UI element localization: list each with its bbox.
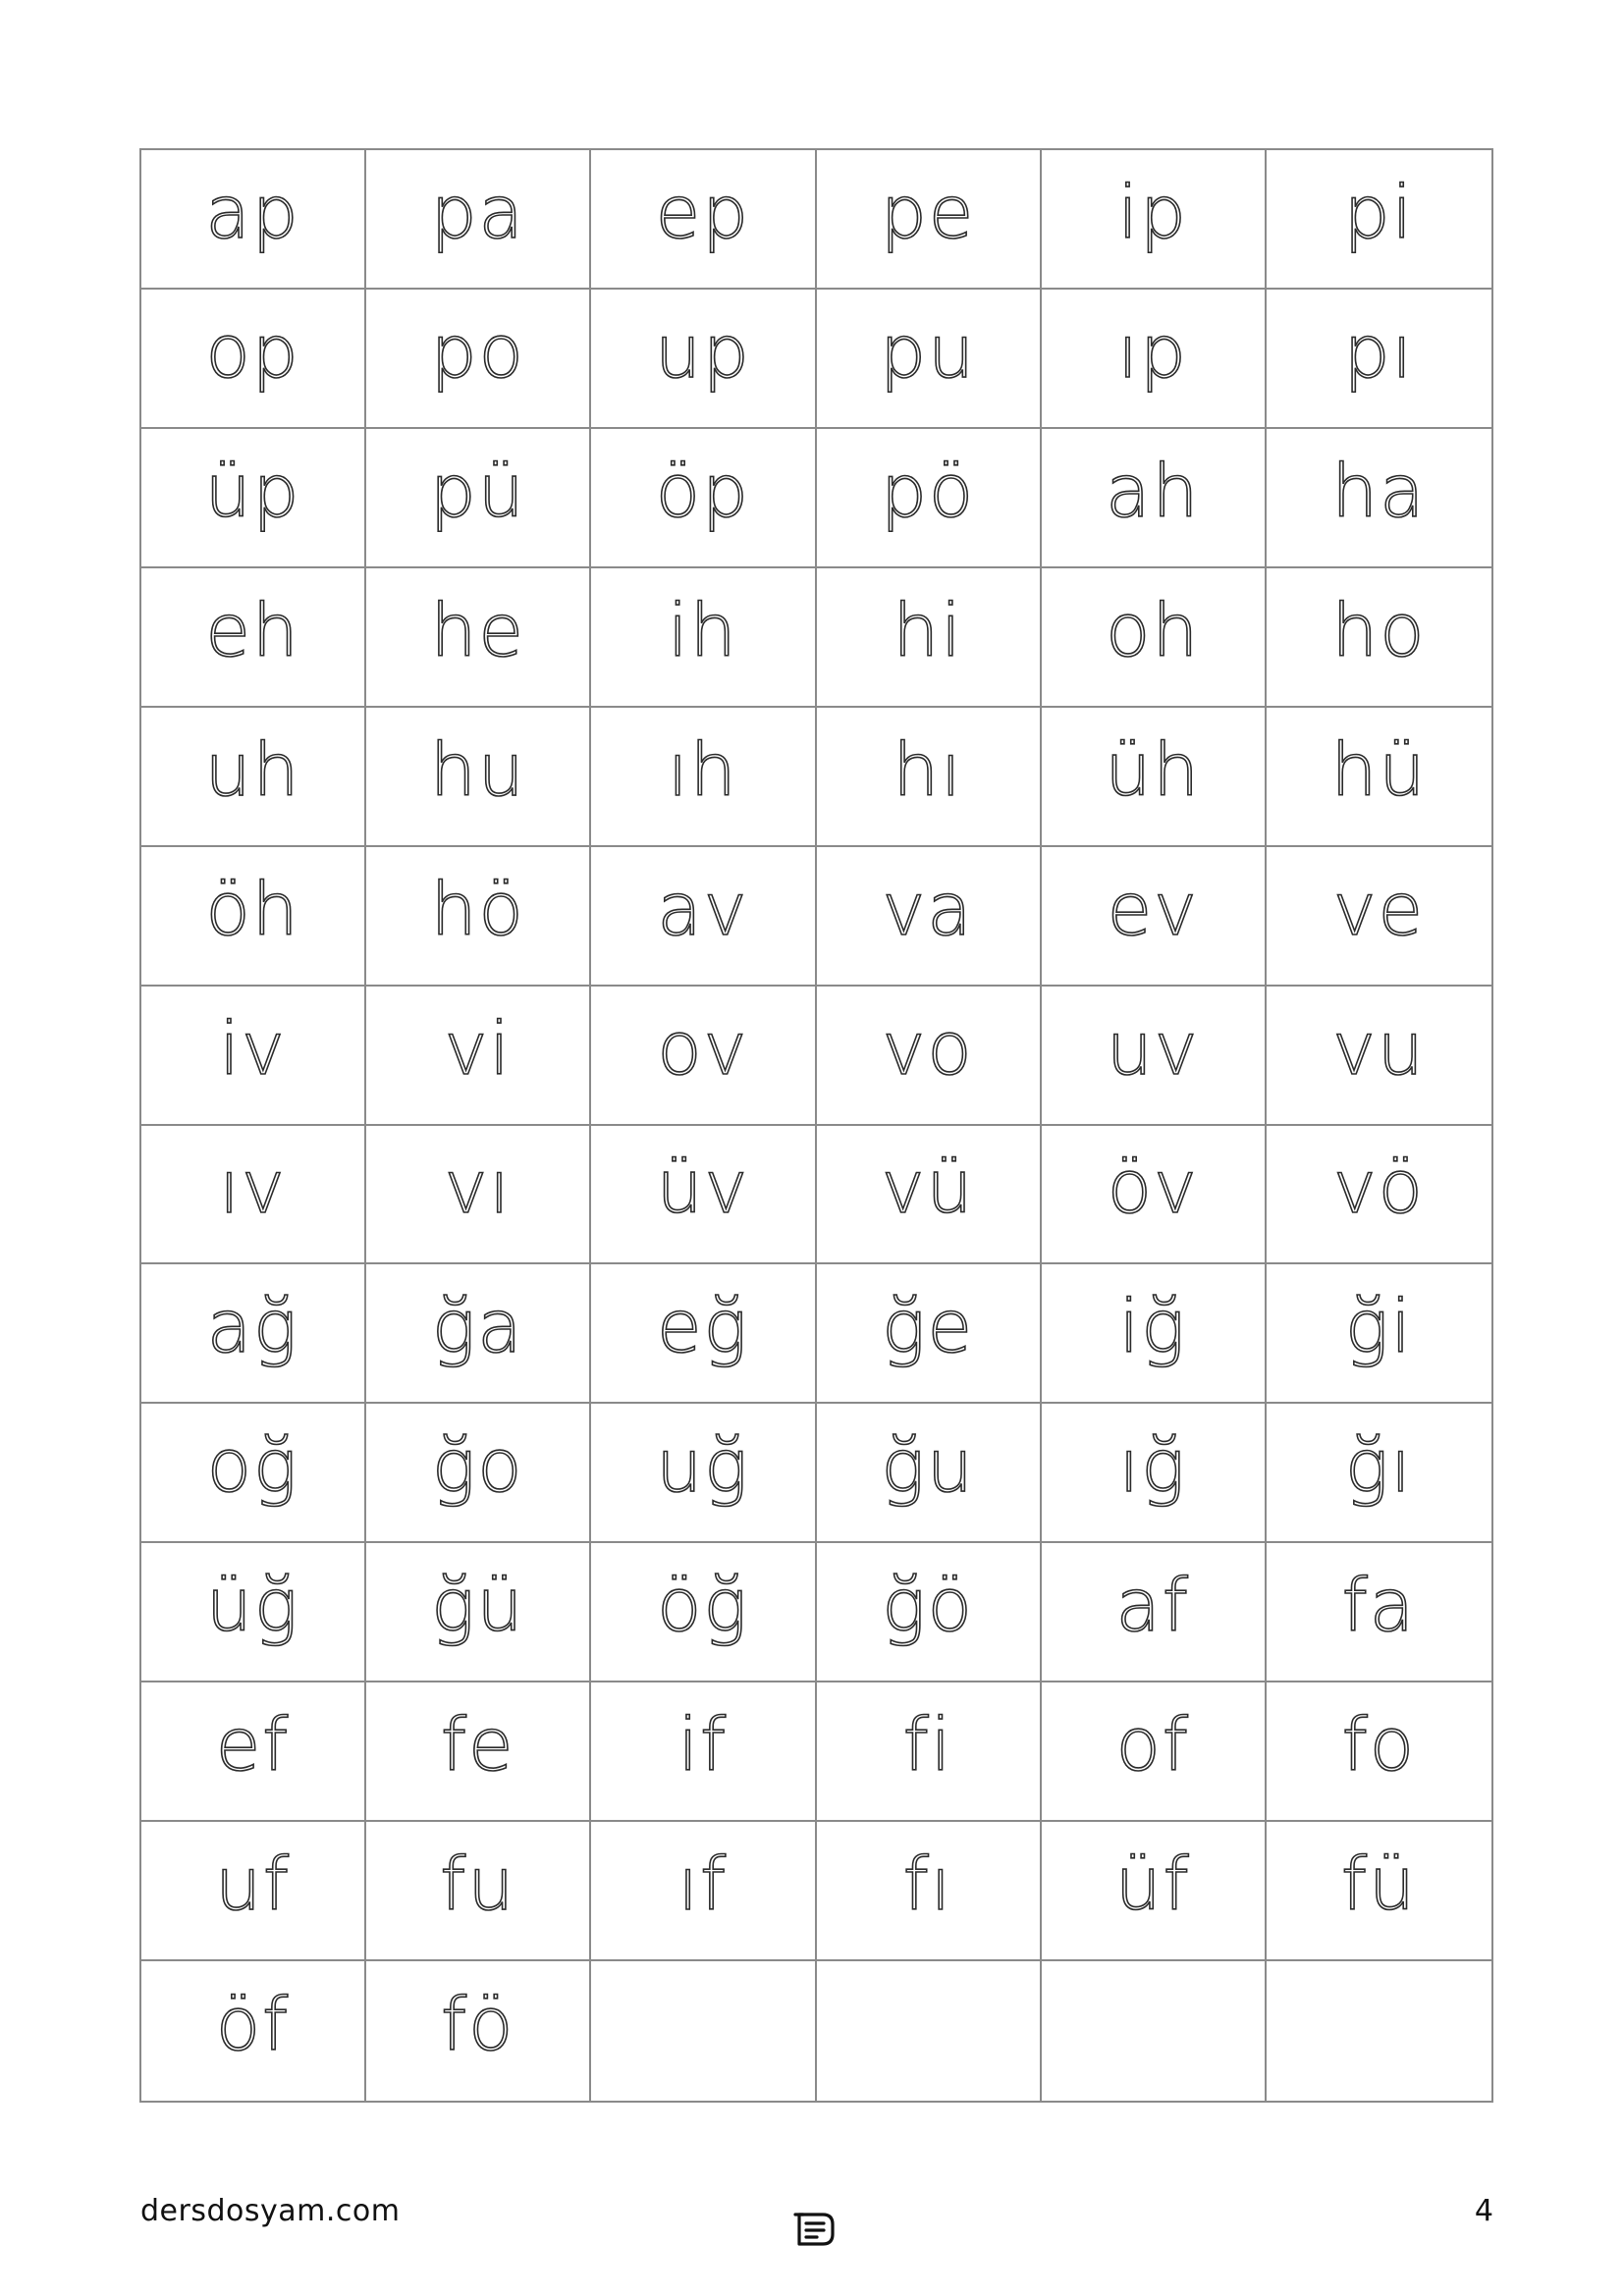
grid-cell [1042, 1961, 1267, 2101]
grid-cell [1267, 1682, 1491, 1822]
syllable-text: ıf [677, 1842, 729, 1928]
grid-cell [366, 987, 591, 1126]
grid-cell [591, 847, 816, 987]
grid-cell [366, 1822, 591, 1961]
grid-cell [1042, 1682, 1267, 1822]
syllable-text: hı [893, 727, 963, 813]
syllable-text: po [430, 309, 525, 395]
grid-cell [1042, 1822, 1267, 1961]
grid-cell [1267, 1404, 1491, 1543]
syllable-text: hö [430, 867, 525, 952]
syllable-text: öf [215, 1983, 291, 2068]
grid-cell [366, 1543, 591, 1682]
syllable-text: hü [1330, 727, 1428, 813]
grid-cell [366, 1682, 591, 1822]
syllable-text: vo [882, 1006, 974, 1092]
syllable-text: üv [656, 1146, 750, 1231]
grid-cell [366, 290, 591, 429]
grid-cell [591, 708, 816, 847]
syllable-text: ıv [219, 1146, 287, 1231]
grid-cell [366, 1961, 591, 2101]
grid-cell [141, 429, 366, 568]
grid-cell [817, 150, 1042, 290]
grid-cell [141, 847, 366, 987]
grid-cell [591, 1404, 816, 1543]
grid-cell [1042, 987, 1267, 1126]
grid-cell [817, 290, 1042, 429]
grid-cell [1042, 568, 1267, 708]
grid-cell [1267, 150, 1491, 290]
grid-cell [1267, 290, 1491, 429]
grid-cell [591, 1126, 816, 1265]
syllable-text: oh [1106, 588, 1201, 673]
grid-cell [817, 1822, 1042, 1961]
syllable-text: ih [668, 588, 738, 673]
grid-cell [591, 987, 816, 1126]
grid-cell [366, 1126, 591, 1265]
syllable-text: op [205, 309, 300, 395]
syllable-text: ığ [1118, 1424, 1187, 1510]
syllable-text: pü [429, 449, 526, 534]
grid-cell [817, 987, 1042, 1126]
grid-cell [817, 1961, 1042, 2101]
syllable-text: fü [1340, 1842, 1417, 1928]
grid-cell [591, 568, 816, 708]
grid-cell [366, 150, 591, 290]
grid-cell [1267, 1126, 1491, 1265]
syllable-text: up [654, 309, 751, 395]
syllable-text: he [430, 588, 525, 673]
syllable-text: pı [1343, 309, 1415, 395]
grid-cell [1042, 429, 1267, 568]
syllable-text: üp [204, 449, 301, 534]
grid-cell [1042, 1264, 1267, 1404]
syllable-text: ef [215, 1703, 291, 1789]
syllable-text: iğ [1118, 1285, 1187, 1370]
grid-cell [817, 429, 1042, 568]
grid-cell [1267, 1961, 1491, 2101]
syllable-text: hu [429, 727, 526, 813]
syllable-text: ıh [668, 727, 738, 813]
grid-cell [1042, 708, 1267, 847]
grid-cell [141, 1126, 366, 1265]
syllable-text: fe [440, 1703, 515, 1789]
syllable-text: pi [1343, 170, 1415, 255]
syllable-text: va [882, 867, 974, 952]
syllable-text: ho [1331, 588, 1427, 673]
syllable-text: vu [1332, 1006, 1426, 1092]
syllable-text: ğa [431, 1285, 524, 1370]
grid-cell [591, 1543, 816, 1682]
syllable-text: vı [444, 1146, 512, 1231]
syllable-text: iv [219, 1006, 287, 1092]
syllable-text: öv [1107, 1146, 1199, 1231]
grid-cell [1267, 1543, 1491, 1682]
grid-cell [1267, 429, 1491, 568]
syllable-text: fo [1341, 1703, 1417, 1789]
grid-cell [366, 847, 591, 987]
syllable-grid [139, 148, 1493, 2103]
syllable-text: ev [1107, 867, 1199, 952]
grid-cell [817, 1543, 1042, 1682]
syllable-text: ğo [431, 1424, 524, 1510]
syllable-text: ah [1106, 449, 1201, 534]
syllable-text: pö [880, 449, 976, 534]
grid-cell [141, 568, 366, 708]
grid-cell [817, 847, 1042, 987]
syllable-text: fı [902, 1842, 953, 1928]
syllable-text: ov [657, 1006, 749, 1092]
syllable-text: vö [1332, 1146, 1425, 1231]
syllable-text: af [1115, 1564, 1190, 1649]
syllable-text: vi [444, 1006, 512, 1092]
page-number: 4 [1474, 2194, 1493, 2228]
grid-cell [141, 290, 366, 429]
grid-cell [1042, 1404, 1267, 1543]
syllable-text: ıp [1117, 309, 1189, 395]
grid-cell [591, 290, 816, 429]
syllable-text: av [657, 867, 749, 952]
syllable-text: uğ [656, 1424, 750, 1510]
grid-cell [366, 429, 591, 568]
grid-cell [817, 1682, 1042, 1822]
syllable-text: oğ [206, 1424, 299, 1510]
grid-cell [591, 429, 816, 568]
syllable-text: if [677, 1703, 729, 1789]
grid-cell [141, 1822, 366, 1961]
syllable-text: pe [880, 170, 976, 255]
grid-cell [817, 568, 1042, 708]
syllable-text: of [1115, 1703, 1190, 1789]
grid-cell [366, 1404, 591, 1543]
grid-cell [141, 708, 366, 847]
syllable-text: üğ [205, 1564, 300, 1649]
grid-cell [1267, 708, 1491, 847]
syllable-text: eh [205, 588, 300, 673]
syllable-text: ap [205, 170, 300, 255]
grid-cell [1042, 847, 1267, 987]
grid-cell [141, 1961, 366, 2101]
grid-cell [591, 1961, 816, 2101]
grid-cell [366, 1264, 591, 1404]
grid-cell [817, 708, 1042, 847]
grid-cell [366, 708, 591, 847]
syllable-text: vü [881, 1146, 975, 1231]
grid-cell [366, 568, 591, 708]
syllable-text: fö [441, 1983, 515, 2068]
grid-cell [1042, 150, 1267, 290]
syllable-text: ğö [882, 1564, 974, 1649]
syllable-text: ğu [881, 1424, 975, 1510]
grid-cell [141, 1543, 366, 1682]
grid-cell [141, 987, 366, 1126]
document-lines-icon [793, 2211, 837, 2248]
syllable-text: fi [902, 1703, 953, 1789]
syllable-text: uh [204, 727, 301, 813]
syllable-text: öp [655, 449, 751, 534]
syllable-text: ve [1332, 867, 1426, 952]
grid-cell [1042, 1543, 1267, 1682]
syllable-text: uf [215, 1842, 292, 1928]
syllable-text: ep [655, 170, 751, 255]
syllable-text: ha [1331, 449, 1427, 534]
grid-cell [817, 1264, 1042, 1404]
syllable-text: pa [430, 170, 525, 255]
grid-cell [141, 1404, 366, 1543]
grid-cell [141, 1264, 366, 1404]
syllable-text: hi [893, 588, 963, 673]
syllable-text: ği [1344, 1285, 1413, 1370]
syllable-text: üh [1105, 727, 1202, 813]
grid-cell [1042, 290, 1267, 429]
footer-site-name: dersdosyam.com [140, 2194, 401, 2228]
syllable-text: fa [1341, 1564, 1417, 1649]
grid-cell [1267, 1264, 1491, 1404]
grid-cell [1267, 847, 1491, 987]
grid-cell [817, 1404, 1042, 1543]
grid-cell [141, 150, 366, 290]
syllable-text: öğ [657, 1564, 749, 1649]
syllable-text: ğe [882, 1285, 975, 1370]
syllable-text: üf [1114, 1842, 1191, 1928]
syllable-text: ağ [206, 1285, 299, 1370]
syllable-text: eğ [656, 1285, 749, 1370]
grid-cell [1042, 1126, 1267, 1265]
grid-cell [1267, 1822, 1491, 1961]
grid-cell [591, 1822, 816, 1961]
grid-cell [591, 150, 816, 290]
grid-cell [1267, 568, 1491, 708]
syllable-text: ğı [1344, 1424, 1413, 1510]
grid-cell [591, 1264, 816, 1404]
syllable-text: fu [440, 1842, 516, 1928]
syllable-text: ğü [431, 1564, 525, 1649]
grid-cell [591, 1682, 816, 1822]
grid-cell [141, 1682, 366, 1822]
syllable-text: öh [205, 867, 300, 952]
grid-cell [1267, 987, 1491, 1126]
syllable-text: pu [880, 309, 977, 395]
syllable-text: uv [1106, 1006, 1200, 1092]
syllable-text: ip [1117, 170, 1189, 255]
grid-cell [817, 1126, 1042, 1265]
